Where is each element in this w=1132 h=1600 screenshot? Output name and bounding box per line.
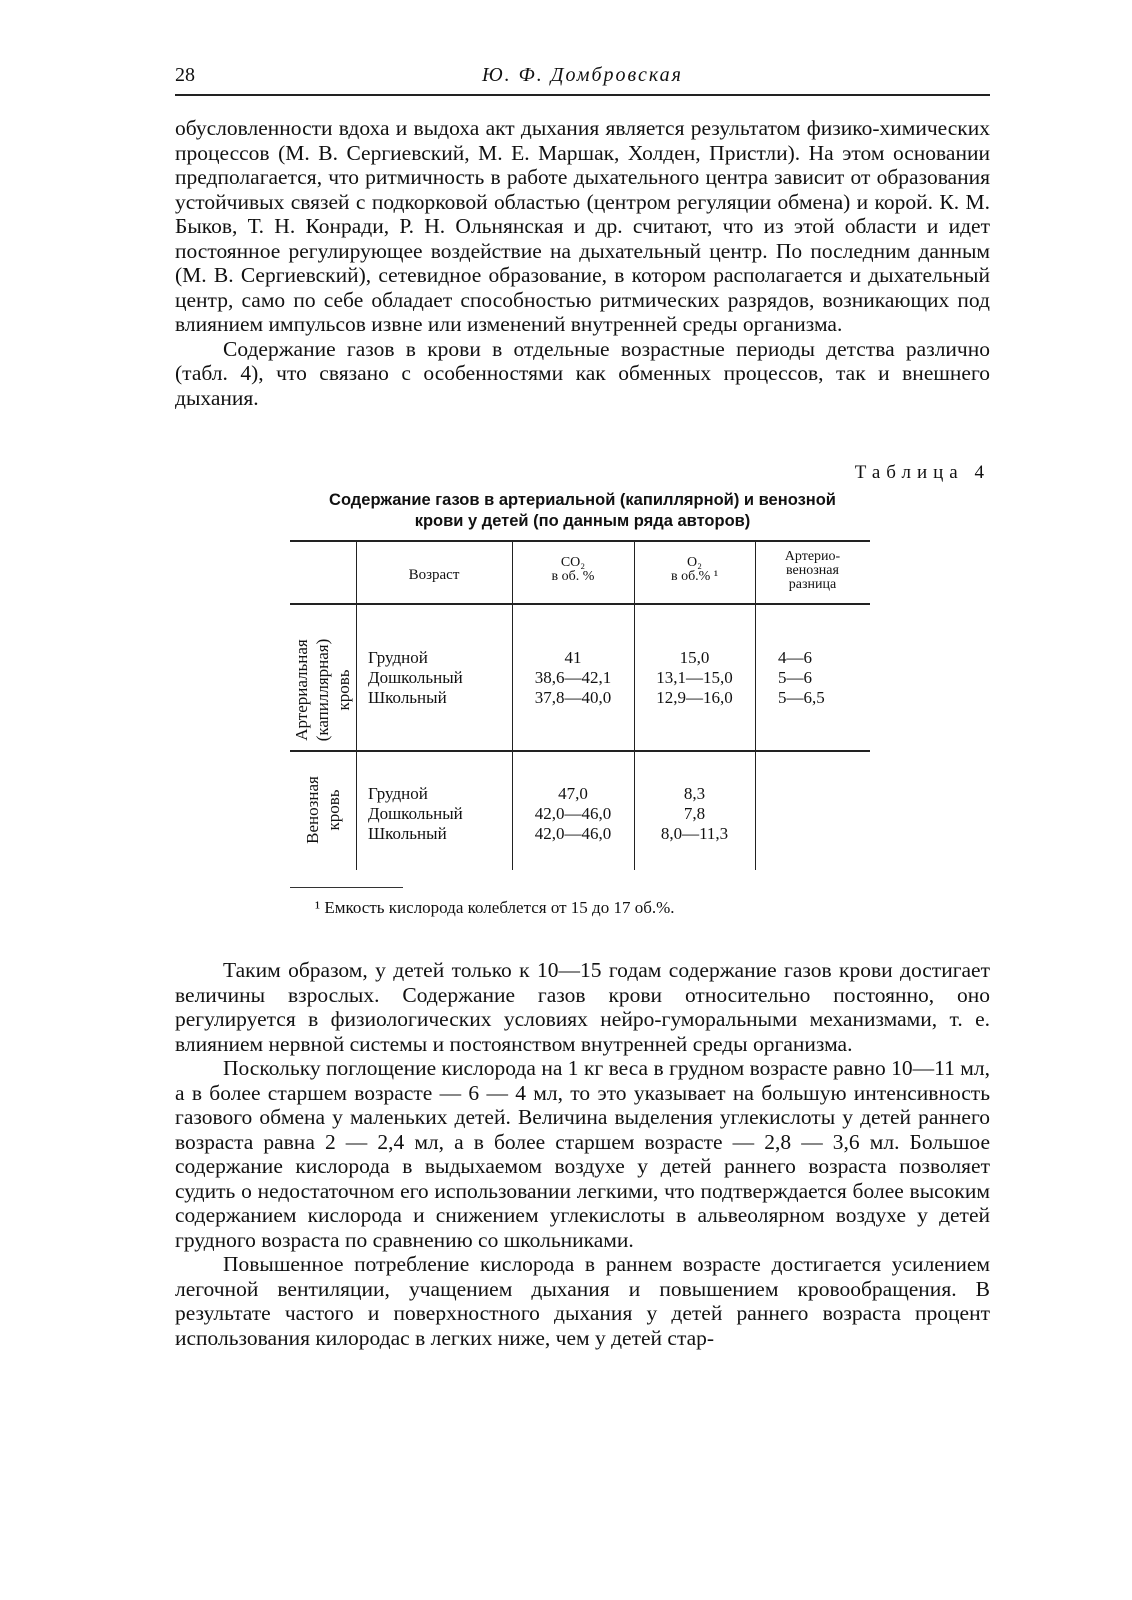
group-label-venous [302,765,344,855]
group1-ages [368,648,512,708]
page-number: 28 [175,64,195,86]
paragraph: Содержание газов в крови в отдельные возрастные периоды детства различно (табл. 4), что связано с особенностями как обменных процессов, так и внешнего дыхания. [175,336,990,410]
header-o2-top: O₂ [687,555,702,570]
table-cell: 15,0 [679,648,710,667]
table-cell: Школьный [368,688,447,707]
group1-co2 [512,648,634,708]
table-cell: Грудной [368,784,428,803]
table-cell: Грудной [368,648,428,667]
gas-content-table [290,540,870,870]
header-co2-bottom: в об. % [551,569,595,584]
table-title [290,490,875,532]
table-title-line: крови у детей (по данным ряда авторов) [414,512,751,530]
group-label-line: Венозная [303,776,322,844]
page-header [175,64,990,96]
table-top-rule [290,540,870,542]
table-cell: 38,6—42,1 [534,668,612,687]
paragraph: обусловленности вдоха и выдоха акт дыхания является результатом физико-химических процессов (М. В. Сергиевский, М. Е. Маршак, Холден, Пристли). На этом основании предполагается, что ритмичность в работе дыхательного центра зависит от образования устойчивых связей с подкорковой областью (центром регуляции обмена) и корой. К. М. Быков, Т. Н. Конради, Р. Н. Ольнянская и др. считают, что из этой области и идет постоянное регулирующее воздействие на дыхательный центр. По последним данным (М. В. Сергиевский), сетевидное образование, в котором располагается и дыхательный центр, само по себе обладает способностью ритмических разрядов, возникающих под влиянием импульсов извне или изменений внутренней среды организма. [175,116,990,336]
table-cell: Дошкольный [368,804,463,823]
body-text [175,958,990,1350]
table-cell: 13,1—15,0 [656,668,733,687]
group1-o2 [634,648,755,708]
group-label-line: (капиллярная) [313,638,332,742]
paragraph: Таким образом, у детей только к 10—15 годам содержание газов крови достигает величины взрослых. Содержание газов крови относительно постоянно, оно регулируется в физиологических условиях нейро-гуморальными механизмами, т. е. влиянием нервной системы и постоянством внутренней среды организма. [175,958,990,1056]
group2-co2 [512,784,634,844]
table-title-line: Содержание газов в артериальной (капиллярной) и венозной [329,491,836,509]
footnote-rule [290,887,403,888]
header-o2-bottom: в об.% ¹ [670,569,719,584]
table-cell: Школьный [368,824,447,843]
header-co2 [512,556,634,584]
table-number: Таблица 4 [854,462,990,483]
table-cell: 5—6 [778,668,812,687]
table-cell: 47,0 [558,784,588,803]
header-diff-line: разница [788,577,837,592]
table-cell: 41 [564,648,582,667]
table-cell: 8,0—11,3 [660,824,729,843]
header-diff-line: Артерио- [784,549,841,564]
table-cell: 42,0—46,0 [534,804,612,823]
header-diff-line: венозная [786,563,839,578]
header-co2-top: CO₂ [560,555,586,570]
intro-text [175,116,990,410]
table-cell: 5—6,5 [778,688,825,707]
group1-diff [778,648,870,708]
table-cell: 12,9—16,0 [656,688,733,707]
group2-o2 [634,784,755,844]
table-cell: 7,8 [683,804,706,823]
group-label-line: кровь [324,789,343,831]
running-title: Ю. Ф. Домбровская [482,64,683,86]
table-footnote: ¹ Емкость кислорода колеблется от 15 до 17 об.%. [315,898,675,917]
header-difference [755,550,870,592]
group2-ages [368,784,512,844]
header-o2 [634,556,755,584]
column-rule [356,540,357,870]
group-separator-rule [290,750,870,752]
table-cell: 8,3 [683,784,706,803]
group-label-line: Артериальная [292,639,311,741]
paragraph: Поскольку поглощение кислорода на 1 кг веса в грудном возрасте равно 10—11 мл, а в более старшем возрасте — 6 — 4 мл, то это указывает на большую интенсивность газового обмена у маленьких детей. Величина выделения углекислоты у детей раннего возраста равна 2 — 2,4 мл, а в более старшем возрасте — 2,8 — 3,6 мл. Большое содержание кислорода в выдыхаемом воздухе у детей раннего возраста позволяет судить о недостаточном его использовании легкими, что подтверждается более высоким содержанием кислорода и снижением углекислоты в альвеолярном воздухе у детей грудного возраста по сравнению со школьниками. [175,1056,990,1252]
paragraph: Повышенное потребление кислорода в раннем возрасте достигается усилением легочной вентиляции, учащением дыхания и повышением кровообращения. В результате частого и поверхностного дыхания у детей раннего возраста процент использования килородас в легких ниже, чем у детей стар- [175,1252,990,1350]
table-cell: 42,0—46,0 [534,824,612,843]
table-cell: 37,8—40,0 [534,688,612,707]
group-label-line: кровь [334,669,353,711]
header-age: Возраст [408,567,460,583]
group-label-arterial [291,620,355,760]
table-cell: 4—6 [778,648,812,667]
header-rule [290,603,870,605]
table-cell: Дошкольный [368,668,463,687]
